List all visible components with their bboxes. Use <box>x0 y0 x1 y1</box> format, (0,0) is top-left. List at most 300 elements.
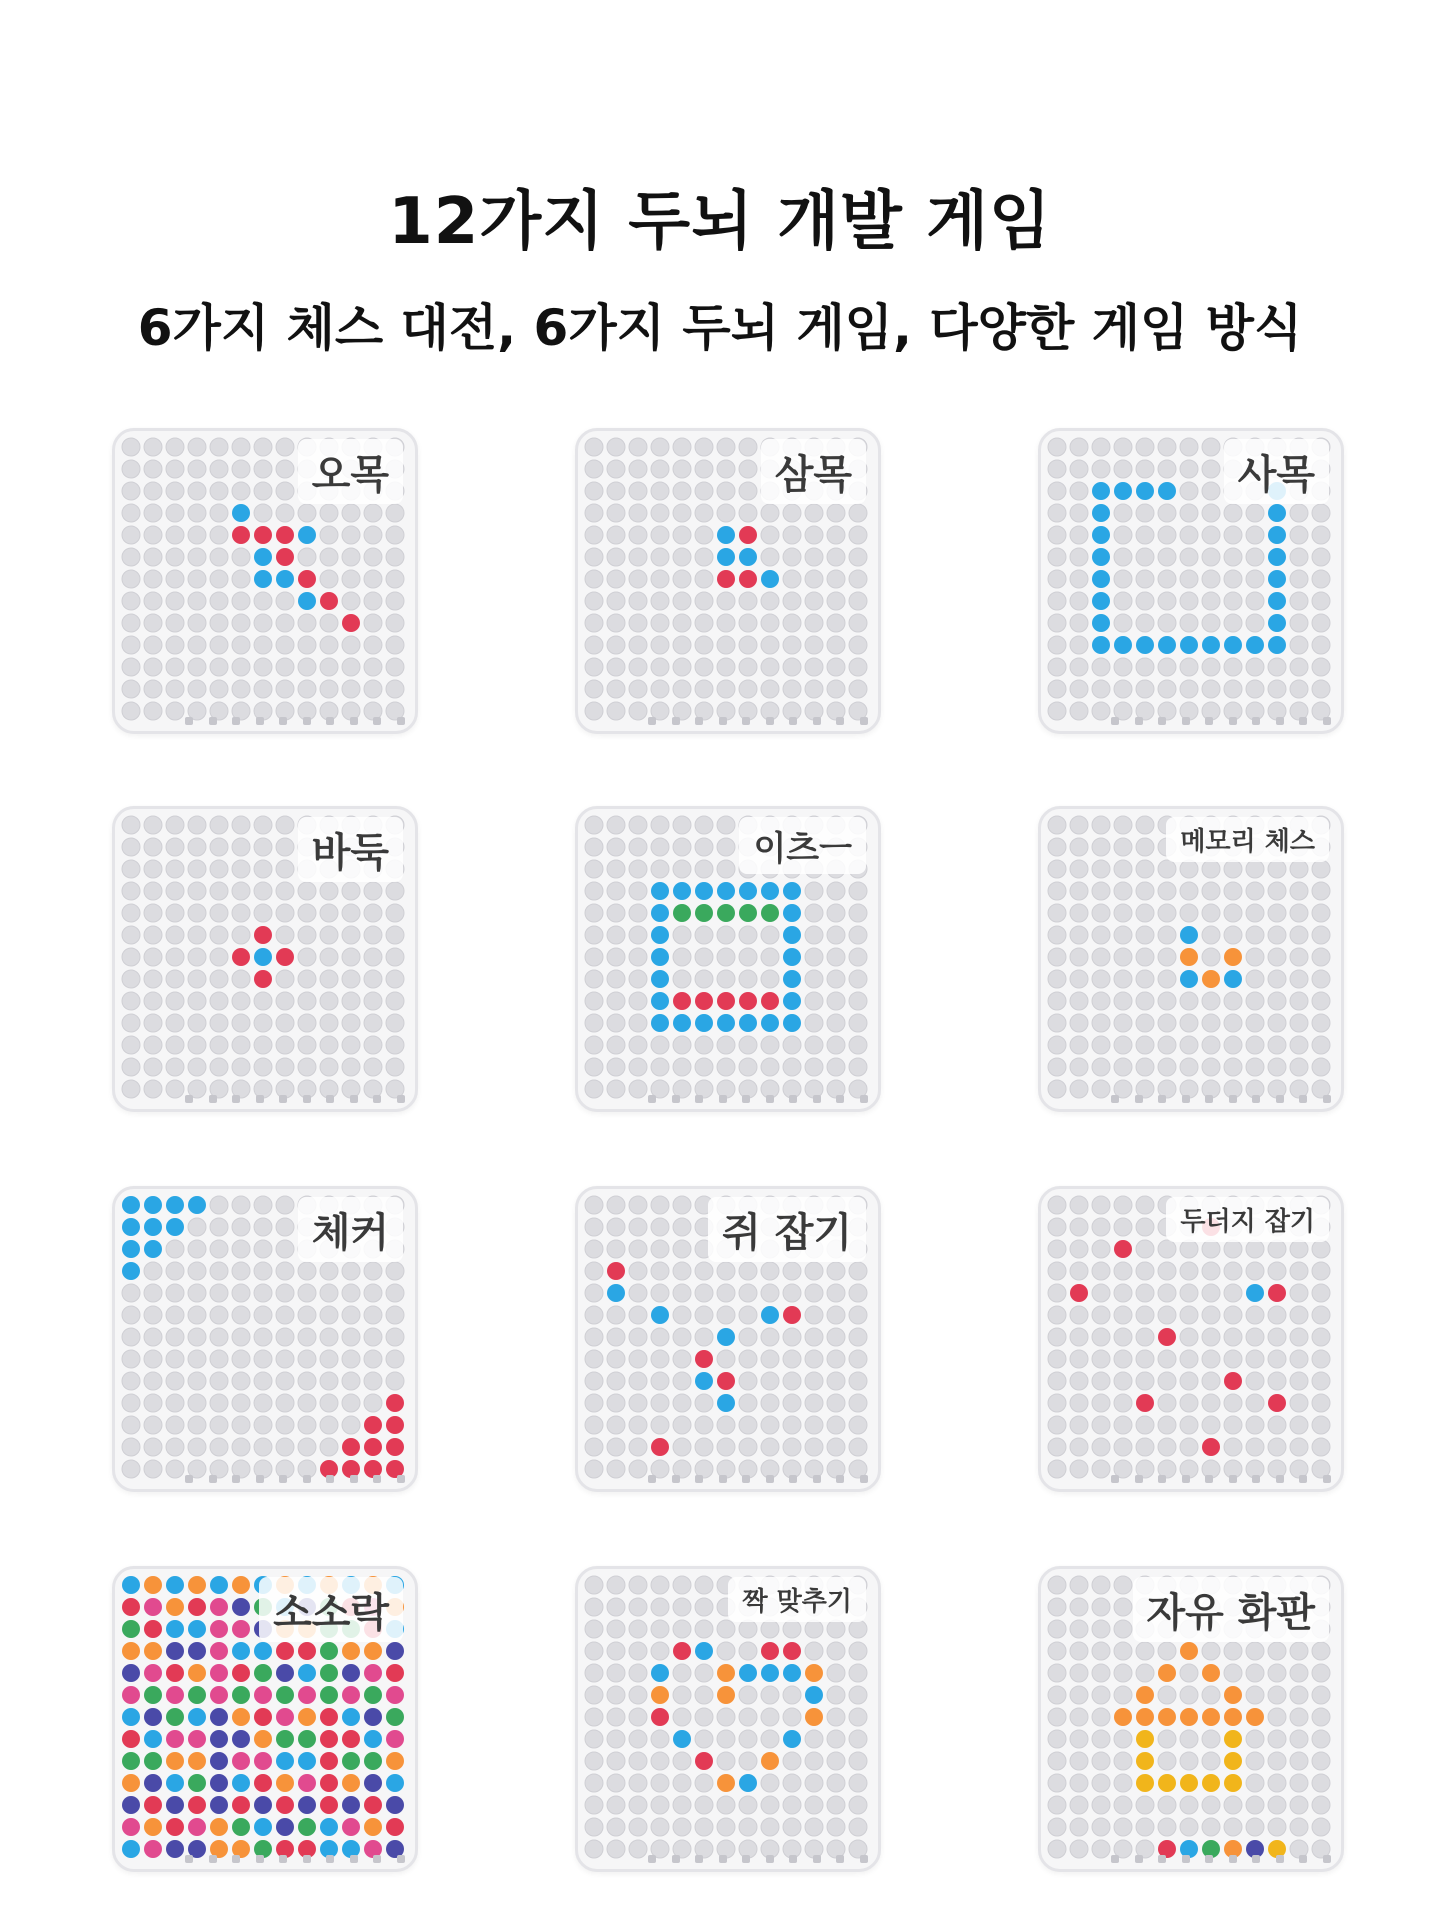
empty-cell <box>805 1730 823 1748</box>
empty-cell <box>320 992 338 1010</box>
game-piece <box>1136 1394 1154 1412</box>
game-card[interactable] <box>575 806 881 1112</box>
empty-cell <box>1114 460 1132 478</box>
game-piece <box>122 1818 140 1836</box>
game-card[interactable] <box>1038 428 1344 734</box>
empty-cell <box>122 970 140 988</box>
empty-cell <box>1202 1350 1220 1368</box>
control-icon <box>1182 1855 1190 1863</box>
empty-cell <box>1312 882 1330 900</box>
game-piece <box>1114 482 1132 500</box>
control-icons <box>185 1855 405 1867</box>
empty-cell <box>232 1350 250 1368</box>
empty-cell <box>1290 992 1308 1010</box>
empty-cell <box>1202 1240 1220 1258</box>
empty-cell <box>717 1752 735 1770</box>
empty-cell <box>673 1598 691 1616</box>
empty-cell <box>166 860 184 878</box>
game-piece <box>783 926 801 944</box>
empty-cell <box>739 1796 757 1814</box>
game-card[interactable] <box>112 1566 418 1872</box>
control-icon <box>1299 1475 1307 1483</box>
game-piece <box>783 1014 801 1032</box>
empty-cell <box>1092 1284 1110 1302</box>
empty-cell <box>1070 1752 1088 1770</box>
empty-cell <box>166 1080 184 1098</box>
empty-cell <box>805 1438 823 1456</box>
game-card[interactable] <box>1038 1566 1344 1872</box>
empty-cell <box>761 1058 779 1076</box>
empty-cell <box>1224 1438 1242 1456</box>
game-piece <box>342 1730 360 1748</box>
empty-cell <box>1048 948 1066 966</box>
empty-cell <box>166 1262 184 1280</box>
empty-cell <box>1048 1306 1066 1324</box>
empty-cell <box>1070 838 1088 856</box>
game-piece <box>695 1350 713 1368</box>
game-piece <box>1092 548 1110 566</box>
game-piece <box>1268 592 1286 610</box>
empty-cell <box>1180 548 1198 566</box>
empty-cell <box>1158 1036 1176 1054</box>
empty-cell <box>1048 1730 1066 1748</box>
empty-cell <box>651 1196 669 1214</box>
control-icon <box>1111 717 1119 725</box>
empty-cell <box>1312 1730 1330 1748</box>
empty-cell <box>827 1796 845 1814</box>
empty-cell <box>122 526 140 544</box>
empty-cell <box>1070 1774 1088 1792</box>
empty-cell <box>1246 970 1264 988</box>
empty-cell <box>673 1240 691 1258</box>
empty-cell <box>607 948 625 966</box>
empty-cell <box>849 570 867 588</box>
empty-cell <box>1268 860 1286 878</box>
empty-cell <box>364 1262 382 1280</box>
empty-cell <box>585 592 603 610</box>
empty-cell <box>673 658 691 676</box>
empty-cell <box>805 1036 823 1054</box>
empty-cell <box>254 614 272 632</box>
empty-cell <box>1070 1664 1088 1682</box>
game-piece <box>232 1752 250 1770</box>
control-icon <box>1252 717 1260 725</box>
empty-cell <box>629 1642 647 1660</box>
empty-cell <box>232 592 250 610</box>
empty-cell <box>1070 1262 1088 1280</box>
empty-cell <box>122 614 140 632</box>
control-icon <box>209 1475 217 1483</box>
empty-cell <box>1180 1686 1198 1704</box>
game-piece <box>254 1818 272 1836</box>
empty-cell <box>827 680 845 698</box>
empty-cell <box>298 614 316 632</box>
empty-cell <box>122 636 140 654</box>
game-piece <box>188 1818 206 1836</box>
empty-cell <box>695 460 713 478</box>
game-piece <box>144 1752 162 1770</box>
empty-cell <box>761 592 779 610</box>
empty-cell <box>849 548 867 566</box>
empty-cell <box>717 1036 735 1054</box>
empty-cell <box>607 460 625 478</box>
game-piece <box>342 1664 360 1682</box>
empty-cell <box>717 1438 735 1456</box>
empty-cell <box>629 570 647 588</box>
empty-cell <box>1114 1796 1132 1814</box>
empty-cell <box>1048 1752 1066 1770</box>
game-card[interactable] <box>1038 806 1344 1112</box>
empty-cell <box>1136 1328 1154 1346</box>
empty-cell <box>673 1218 691 1236</box>
game-piece <box>122 1196 140 1214</box>
empty-cell <box>210 1058 228 1076</box>
game-card[interactable] <box>112 1186 418 1492</box>
empty-cell <box>1070 1350 1088 1368</box>
empty-cell <box>1136 838 1154 856</box>
empty-cell <box>1114 592 1132 610</box>
game-piece <box>122 1774 140 1792</box>
empty-cell <box>585 1328 603 1346</box>
empty-cell <box>1048 1620 1066 1638</box>
empty-cell <box>122 882 140 900</box>
empty-cell <box>254 904 272 922</box>
empty-cell <box>1268 1642 1286 1660</box>
control-icon <box>232 1855 240 1863</box>
game-piece <box>232 1774 250 1792</box>
empty-cell <box>849 592 867 610</box>
empty-cell <box>827 1350 845 1368</box>
control-icon <box>326 717 334 725</box>
empty-cell <box>761 1394 779 1412</box>
game-piece <box>739 882 757 900</box>
empty-cell <box>607 838 625 856</box>
control-icon <box>209 1095 217 1103</box>
empty-cell <box>739 1372 757 1390</box>
empty-cell <box>1202 1058 1220 1076</box>
empty-cell <box>1246 882 1264 900</box>
empty-cell <box>1158 680 1176 698</box>
empty-cell <box>232 570 250 588</box>
empty-cell <box>166 1416 184 1434</box>
empty-cell <box>1114 570 1132 588</box>
game-piece <box>144 1196 162 1214</box>
empty-cell <box>1180 1818 1198 1836</box>
empty-cell <box>607 1642 625 1660</box>
game-piece <box>188 1686 206 1704</box>
game-piece <box>210 1686 228 1704</box>
empty-cell <box>1290 614 1308 632</box>
empty-cell <box>1092 1036 1110 1054</box>
empty-cell <box>1246 992 1264 1010</box>
empty-cell <box>827 926 845 944</box>
empty-cell <box>629 702 647 720</box>
empty-cell <box>1114 1818 1132 1836</box>
empty-cell <box>1070 1576 1088 1594</box>
empty-cell <box>1290 1372 1308 1390</box>
empty-cell <box>1246 1438 1264 1456</box>
game-piece <box>717 1014 735 1032</box>
empty-cell <box>122 1080 140 1098</box>
game-piece <box>298 1730 316 1748</box>
empty-cell <box>232 636 250 654</box>
empty-cell <box>298 882 316 900</box>
empty-cell <box>673 1416 691 1434</box>
empty-cell <box>607 1752 625 1770</box>
empty-cell <box>254 680 272 698</box>
empty-cell <box>1092 838 1110 856</box>
empty-cell <box>276 504 294 522</box>
game-piece <box>1268 1284 1286 1302</box>
empty-cell <box>717 614 735 632</box>
empty-cell <box>607 1416 625 1434</box>
game-piece <box>1158 1328 1176 1346</box>
empty-cell <box>1114 1620 1132 1638</box>
empty-cell <box>849 970 867 988</box>
control-icon <box>303 1475 311 1483</box>
empty-cell <box>739 1642 757 1660</box>
game-card[interactable] <box>575 1566 881 1872</box>
empty-cell <box>1246 1014 1264 1032</box>
empty-cell <box>717 1306 735 1324</box>
empty-cell <box>1224 548 1242 566</box>
empty-cell <box>717 838 735 856</box>
control-icon <box>1158 1095 1166 1103</box>
empty-cell <box>1048 1416 1066 1434</box>
empty-cell <box>1136 882 1154 900</box>
empty-cell <box>1180 482 1198 500</box>
empty-cell <box>651 570 669 588</box>
empty-cell <box>320 1372 338 1390</box>
empty-cell <box>761 680 779 698</box>
empty-cell <box>1180 680 1198 698</box>
empty-cell <box>188 592 206 610</box>
empty-cell <box>254 636 272 654</box>
empty-cell <box>298 926 316 944</box>
empty-cell <box>827 1036 845 1054</box>
empty-cell <box>1290 860 1308 878</box>
empty-cell <box>1136 992 1154 1010</box>
empty-cell <box>1114 1372 1132 1390</box>
game-piece <box>166 1218 184 1236</box>
empty-cell <box>320 948 338 966</box>
empty-cell <box>166 904 184 922</box>
empty-cell <box>673 592 691 610</box>
empty-cell <box>298 948 316 966</box>
game-piece <box>761 904 779 922</box>
empty-cell <box>1202 1796 1220 1814</box>
empty-cell <box>805 1620 823 1638</box>
game-piece <box>166 1664 184 1682</box>
empty-cell <box>761 1818 779 1836</box>
empty-cell <box>1290 1664 1308 1682</box>
empty-cell <box>673 460 691 478</box>
empty-cell <box>188 614 206 632</box>
game-piece <box>761 1664 779 1682</box>
empty-cell <box>673 1438 691 1456</box>
empty-cell <box>166 1328 184 1346</box>
control-icon <box>1158 717 1166 725</box>
control-icon <box>1252 1475 1260 1483</box>
empty-cell <box>188 680 206 698</box>
empty-cell <box>342 992 360 1010</box>
empty-cell <box>1114 1262 1132 1280</box>
game-piece <box>1224 970 1242 988</box>
empty-cell <box>232 926 250 944</box>
empty-cell <box>673 970 691 988</box>
control-icon <box>1182 1475 1190 1483</box>
game-card[interactable] <box>575 1186 881 1492</box>
control-icon <box>1323 717 1331 725</box>
empty-cell <box>1136 948 1154 966</box>
empty-cell <box>805 680 823 698</box>
empty-cell <box>1202 482 1220 500</box>
empty-cell <box>166 1240 184 1258</box>
empty-cell <box>695 1598 713 1616</box>
empty-cell <box>364 570 382 588</box>
empty-cell <box>1048 1058 1066 1076</box>
empty-cell <box>717 1058 735 1076</box>
empty-cell <box>827 1708 845 1726</box>
empty-cell <box>1224 1036 1242 1054</box>
control-icon <box>1323 1855 1331 1863</box>
game-piece <box>1246 1708 1264 1726</box>
empty-cell <box>1114 882 1132 900</box>
control-icon <box>1135 1095 1143 1103</box>
empty-cell <box>342 1284 360 1302</box>
control-icon <box>1135 1855 1143 1863</box>
empty-cell <box>364 882 382 900</box>
empty-cell <box>276 1036 294 1054</box>
game-piece <box>1268 526 1286 544</box>
empty-cell <box>783 636 801 654</box>
empty-cell <box>1048 1708 1066 1726</box>
game-piece <box>1202 1708 1220 1726</box>
empty-cell <box>1092 1058 1110 1076</box>
empty-cell <box>144 1014 162 1032</box>
empty-cell <box>1048 860 1066 878</box>
game-piece <box>1092 526 1110 544</box>
empty-cell <box>1070 614 1088 632</box>
empty-cell <box>1114 658 1132 676</box>
empty-cell <box>1092 1664 1110 1682</box>
game-piece <box>364 1664 382 1682</box>
game-piece <box>386 1796 404 1814</box>
empty-cell <box>607 1058 625 1076</box>
empty-cell <box>1290 1708 1308 1726</box>
empty-cell <box>1290 904 1308 922</box>
empty-cell <box>1180 1350 1198 1368</box>
empty-cell <box>210 860 228 878</box>
game-piece <box>298 1708 316 1726</box>
game-card[interactable] <box>112 428 418 734</box>
empty-cell <box>783 1284 801 1302</box>
empty-cell <box>386 680 404 698</box>
empty-cell <box>629 460 647 478</box>
empty-cell <box>1048 1196 1066 1214</box>
game-piece <box>144 1240 162 1258</box>
empty-cell <box>1312 1036 1330 1054</box>
empty-cell <box>320 1350 338 1368</box>
empty-cell <box>805 658 823 676</box>
game-piece <box>673 992 691 1010</box>
empty-cell <box>342 904 360 922</box>
empty-cell <box>1048 970 1066 988</box>
game-card[interactable] <box>575 428 881 734</box>
empty-cell <box>1114 1664 1132 1682</box>
game-piece <box>276 1642 294 1660</box>
empty-cell <box>673 948 691 966</box>
empty-cell <box>1180 460 1198 478</box>
game-piece <box>717 1328 735 1346</box>
game-piece <box>364 1774 382 1792</box>
empty-cell <box>1136 970 1154 988</box>
empty-cell <box>1092 1328 1110 1346</box>
empty-cell <box>1158 504 1176 522</box>
empty-cell <box>1312 1394 1330 1412</box>
empty-cell <box>1070 1328 1088 1346</box>
empty-cell <box>1290 1774 1308 1792</box>
empty-cell <box>276 482 294 500</box>
empty-cell <box>276 460 294 478</box>
empty-cell <box>1070 636 1088 654</box>
empty-cell <box>1224 1058 1242 1076</box>
game-piece <box>342 1752 360 1770</box>
empty-cell <box>1070 504 1088 522</box>
game-piece <box>1202 1438 1220 1456</box>
empty-cell <box>761 1328 779 1346</box>
game-piece <box>739 904 757 922</box>
game-piece <box>232 1730 250 1748</box>
empty-cell <box>1312 1752 1330 1770</box>
empty-cell <box>717 948 735 966</box>
game-card[interactable] <box>112 806 418 1112</box>
game-piece <box>122 1686 140 1704</box>
empty-cell <box>386 1014 404 1032</box>
empty-cell <box>805 992 823 1010</box>
empty-cell <box>166 970 184 988</box>
empty-cell <box>1290 504 1308 522</box>
game-piece <box>122 1840 140 1858</box>
control-icons <box>1111 1095 1331 1107</box>
empty-cell <box>1114 948 1132 966</box>
empty-cell <box>1092 1394 1110 1412</box>
empty-cell <box>320 636 338 654</box>
game-card[interactable] <box>1038 1186 1344 1492</box>
control-icon <box>1299 717 1307 725</box>
empty-cell <box>122 860 140 878</box>
empty-cell <box>342 970 360 988</box>
empty-cell <box>188 1262 206 1280</box>
empty-cell <box>1312 926 1330 944</box>
empty-cell <box>805 1818 823 1836</box>
empty-cell <box>629 548 647 566</box>
empty-cell <box>1158 1796 1176 1814</box>
empty-cell <box>210 1372 228 1390</box>
empty-cell <box>1136 460 1154 478</box>
game-piece <box>1268 548 1286 566</box>
empty-cell <box>210 680 228 698</box>
empty-cell <box>695 926 713 944</box>
control-icon <box>279 717 287 725</box>
empty-cell <box>1290 1306 1308 1324</box>
control-icon <box>836 1475 844 1483</box>
empty-cell <box>629 1262 647 1280</box>
empty-cell <box>1268 970 1286 988</box>
empty-cell <box>673 1284 691 1302</box>
empty-cell <box>144 882 162 900</box>
game-piece <box>1136 1686 1154 1704</box>
